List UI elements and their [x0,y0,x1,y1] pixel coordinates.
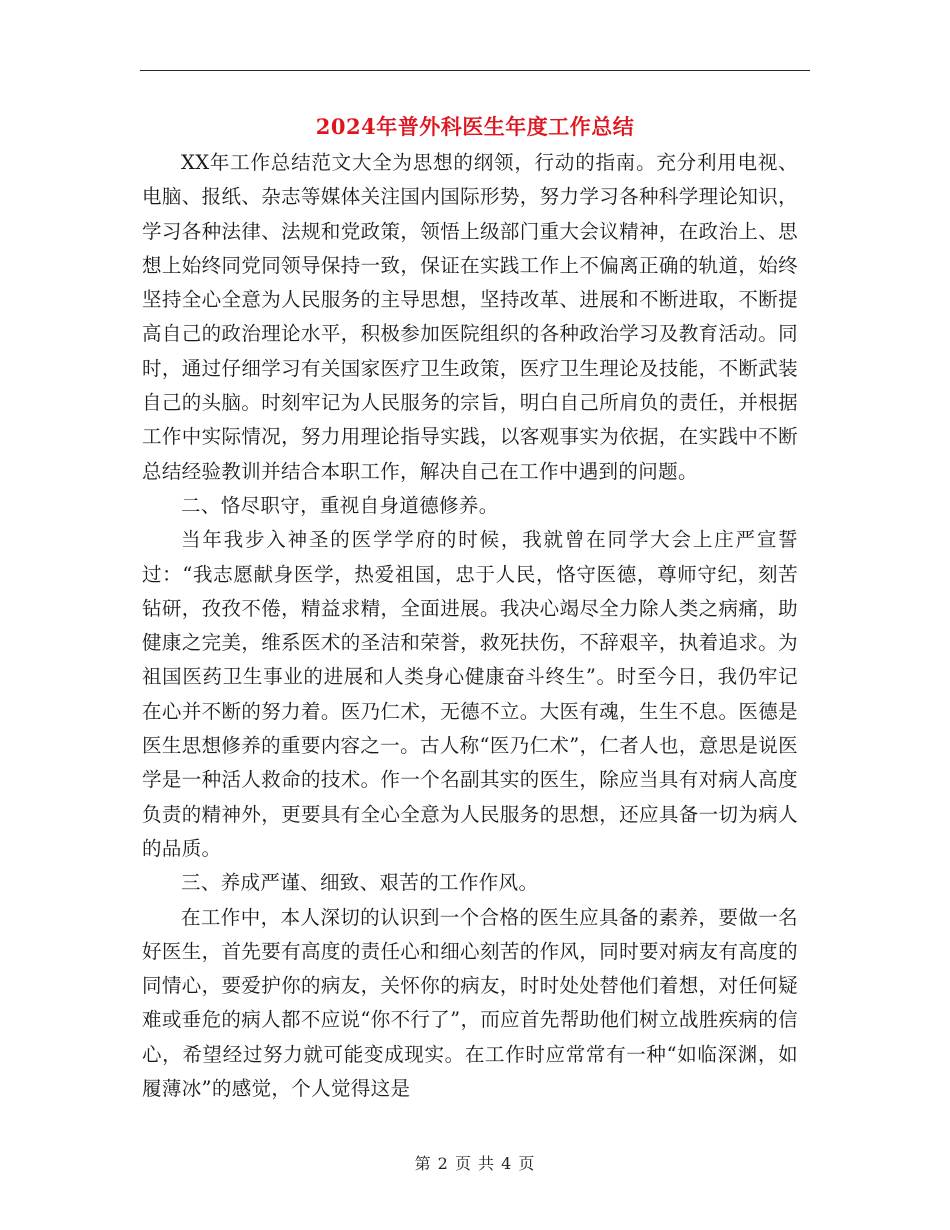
page-number-footer: 第 2 页 共 4 页 [414,1154,536,1173]
document-body [142,146,798,1106]
section-heading-2: 二、恪尽职守，重视自身道德修养。 [181,493,499,517]
section-heading-3: 三、养成严谨、细致、艰苦的工作作风。 [181,871,539,895]
document-title: 2024年普外科医生年度工作总结 [315,114,635,139]
paragraph-intro: XX年工作总结范文大全为思想的纲领，行动的指南。充分利用电视、电脑、报纸、杂志等媒体关注国内国际形势，努力学习各种科学理论知识，学习各种法律、法规和党政策，领悟上级部门重大会议精神，在政治上、思想上始终同党同领导保持一致，保证在实践工作上不偏离正确的轨道，始终坚持全心全意为人民服务的主导思想，坚持改革、进展和不断进取，不断提高自己的政治理论水平，积极参加医院组织的各种政治学习及教育活动。同时，通过仔细学习有关国家医疗卫生政策，医疗卫生理论及技能，不断武装自己的头脑。时刻牢记为人民服务的宗旨，明白自己所肩负的责任，并根据工作中实际情况，努力用理论指导实践，以客观事实为依据，在实践中不断总结经验教训并结合本职工作，解决自己在工作中遇到的问题。 [142,151,798,483]
header-rule [140,70,810,71]
paragraph-oath: 当年我步入神圣的医学学府的时候，我就曾在同学大会上庄严宣誓过：“我志愿献身医学，热爱祖国，忠于人民，恪守医德，尊师守纪，刻苦钻研，孜孜不倦，精益求精，全面进展。我决心竭尽全力除人类之病痛，助健康之完美，维系医术的圣洁和荣誉，救死扶伤，不辞艰辛，执着追求。为祖国医药卫生事业的进展和人类身心健康奋斗终生”。时至今日，我仍牢记在心并不断的努力着。医乃仁术，无德不立。大医有魂，生生不息。医德是医生思想修养的重要内容之一。古人称“医乃仁术”，仁者人也，意思是说医学是一种活人救命的技术。作一个名副其实的医生，除应当具有对病人高度负责的精神外，更要具有全心全意为人民服务的思想，还应具备一切为病人的品质。 [142,528,798,860]
paragraph-work-style: 在工作中，本人深切的认识到一个合格的医生应具备的素养，要做一名好医生，首先要有高度的责任心和细心刻苦的作风，同时要对病友有高度的同情心，要爱护你的病友，关怀你的病友，时时处处替他们着想，对任何疑难或垂危的病人都不应说“你不行了”，而应首先帮助他们树立战胜疾病的信心，希望经过努力就可能变成现实。在工作时应常常有一种“如临深渊，如履薄冰”的感觉，个人觉得这是 [142,905,798,1101]
